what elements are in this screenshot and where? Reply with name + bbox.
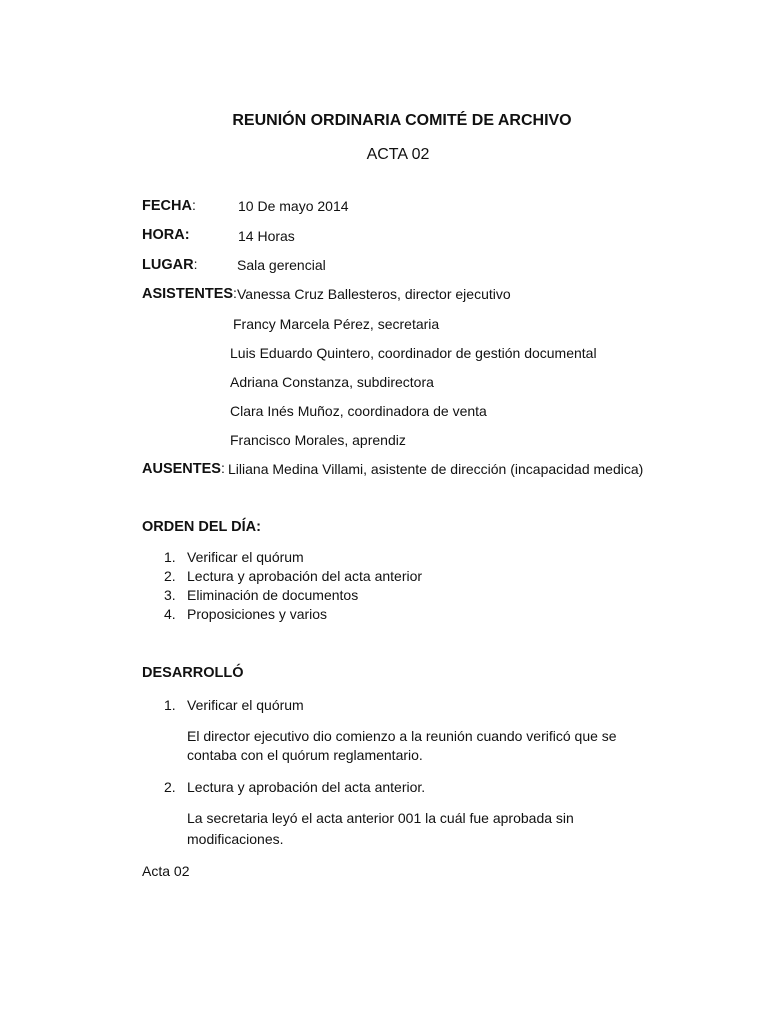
fecha-label-group: [142, 197, 196, 214]
document-subtitle: ACTA 02: [366, 146, 430, 163]
ausentes-label: AUSENTES: [142, 461, 221, 477]
asistente-item: Clara Inés Muñoz, coordinadora de venta: [230, 403, 487, 419]
ausentes-label-group: [142, 460, 225, 477]
asistente-item: Francy Marcela Pérez, secretaria: [233, 316, 440, 332]
hora-value: 14 Horas: [238, 228, 295, 244]
lugar-label: LUGAR: [142, 257, 194, 273]
orden-item-text: Eliminación de documentos: [187, 587, 359, 603]
desarrollo-item-title: Verificar el quórum: [187, 697, 304, 713]
fecha-value: 10 De mayo 2014: [238, 198, 349, 214]
asistente-item: Luis Eduardo Quintero, coordinador de gestión documental: [230, 345, 597, 361]
orden-item-number: 2.: [164, 568, 176, 584]
desarrollo-item-body: El director ejecutivo dio comienzo a la reunión cuando verificó que se: [187, 728, 617, 744]
hora-label: HORA:: [142, 227, 190, 243]
asistentes-label-group: [142, 285, 237, 302]
page-footer: Acta 02: [142, 863, 190, 879]
orden-item-number: 3.: [164, 587, 176, 603]
lugar-colon: :: [193, 256, 198, 272]
fecha-label: FECHA: [142, 198, 192, 214]
desarrollo-heading: DESARROLLÓ: [142, 665, 244, 681]
desarrollo-item-body: contaba con el quórum reglamentario.: [187, 747, 423, 763]
fecha-colon: :: [191, 197, 196, 213]
orden-item-text: Verificar el quórum: [187, 549, 304, 565]
asistentes-label: ASISTENTES: [142, 286, 234, 302]
orden-item-text: Proposiciones y varios: [187, 606, 328, 622]
orden-item-number: 1.: [164, 549, 176, 565]
ausentes-colon: :: [220, 460, 225, 476]
document-title: REUNIÓN ORDINARIA COMITÉ DE ARCHIVO: [232, 112, 572, 129]
desarrollo-item-number: 2.: [164, 779, 176, 795]
desarrollo-item-body: modificaciones.: [187, 831, 284, 847]
asistente-item: Francisco Morales, aprendiz: [230, 432, 406, 448]
desarrollo-item-body: La secretaria leyó el acta anterior 001 la cuál fue aprobada sin: [187, 810, 574, 826]
desarrollo-item-title: Lectura y aprobación del acta anterior.: [187, 779, 426, 795]
lugar-label-group: [142, 256, 197, 273]
desarrollo-item-number: 1.: [164, 697, 176, 713]
orden-heading: ORDEN DEL DÍA:: [142, 519, 261, 535]
lugar-value: Sala gerencial: [237, 257, 326, 273]
asistentes-colon: :: [233, 285, 237, 301]
orden-item-number: 4.: [164, 606, 176, 622]
ausentes-value: Liliana Medina Villami, asistente de dirección (incapacidad medica): [228, 461, 644, 477]
asistente-item: Adriana Constanza, subdirectora: [230, 374, 434, 390]
orden-item-text: Lectura y aprobación del acta anterior: [187, 568, 423, 584]
asistente-item: Vanessa Cruz Ballesteros, director ejecutivo: [237, 286, 511, 302]
